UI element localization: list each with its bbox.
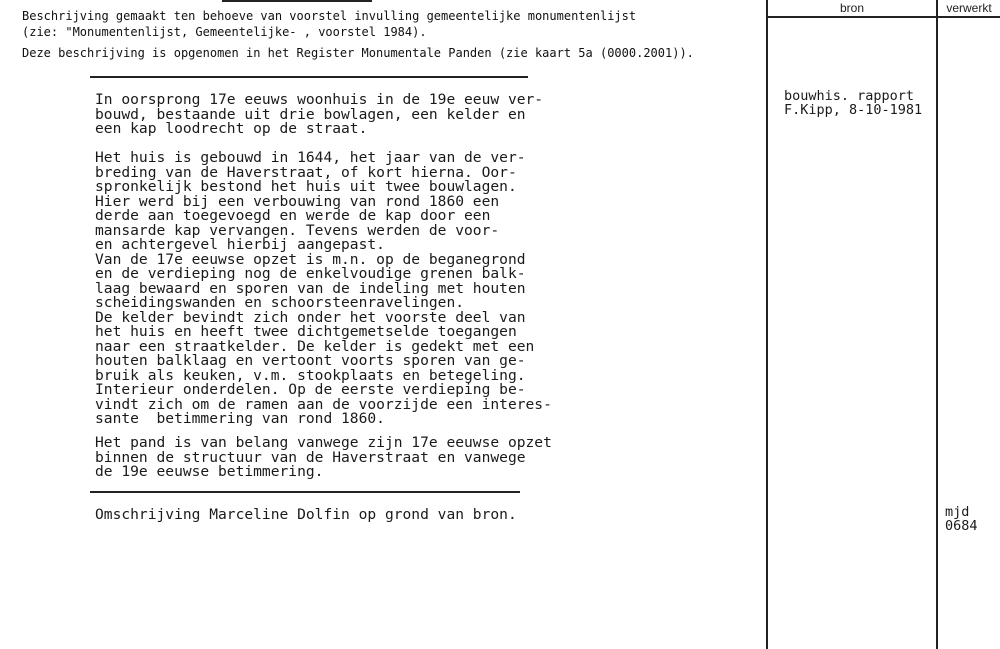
- top-rule: [222, 0, 372, 2]
- author-note: Omschrijving Marceline Dolfin op grond van bron.: [95, 506, 517, 523]
- source-line-2: F.Kipp, 8-10-1981: [784, 102, 923, 118]
- processed-line-1: mjd: [945, 504, 970, 520]
- description-paragraph-1: In oorsprong 17e eeuws woonhuis in de 19e eeuw ver- bouwd, bestaande uit drie bowlagen, een kelder en een kap loodrecht op de straat.: [95, 91, 544, 137]
- column-header-verwerkt: verwerkt: [946, 1, 992, 15]
- description-paragraph-3: Het pand is van belang vanwege zijn 17e eeuwse opzet binnen de structuur van de Haverstraat en vanwege de 19e eeuwse betimmering.: [95, 434, 552, 480]
- column-divider-bron: [766, 0, 768, 649]
- header-line-3: Deze beschrijving is opgenomen in het Register Monumentale Panden (zie kaart 5a (0000.2001)).: [22, 46, 694, 60]
- column-header-rule: [766, 16, 1000, 18]
- source-line-1: bouwhis. rapport: [784, 88, 915, 104]
- header-line-1: Beschrijving gemaakt ten behoeve van voorstel invulling gemeentelijke monumentenlijst: [22, 9, 637, 23]
- column-divider-verwerkt: [936, 0, 938, 649]
- processed-reference: [945, 505, 978, 533]
- source-reference: [784, 89, 922, 117]
- divider-bottom: [90, 491, 520, 493]
- header-line-2: (zie: "Monumentenlijst, Gemeentelijke- , voorstel 1984).: [22, 25, 427, 39]
- description-paragraph-2: Het huis is gebouwd in 1644, het jaar van de ver- breding van de Haverstraat, of kort hierna. Oor- spronkelijk bestond het huis uit twee bouwlagen. Hier werd bij een verbouwing van rond 1860 een derde aan toegevoegd en werde de kap door een mansarde kap vervangen. Tevens werden de voor- en achtergevel hierbij aangepast. Van de 17e eeuwse opzet is m.n. op de beganegrond en de verdieping nog de enkelvoudige grenen balk- laag bewaard en sporen van de indeling met houten scheidingswanden en schoorsteenravelingen. De kelder bevindt zich onder het voorste deel van het huis en heeft twee dichtgemetselde toegangen naar een straatkelder. De kelder is gedekt met een houten balklaag en vertoont voorts sporen van ge- bruik als keuken, v.m. stookplaats en betegeling. Interieur onderdelen. Op de eerste verdieping be- vindt zich om de ramen aan de voorzijde een interes- sante betimmering van rond 1860.: [95, 149, 552, 427]
- divider-top: [90, 76, 528, 78]
- column-header-bron: bron: [839, 1, 865, 15]
- processed-line-2: 0684: [945, 518, 978, 534]
